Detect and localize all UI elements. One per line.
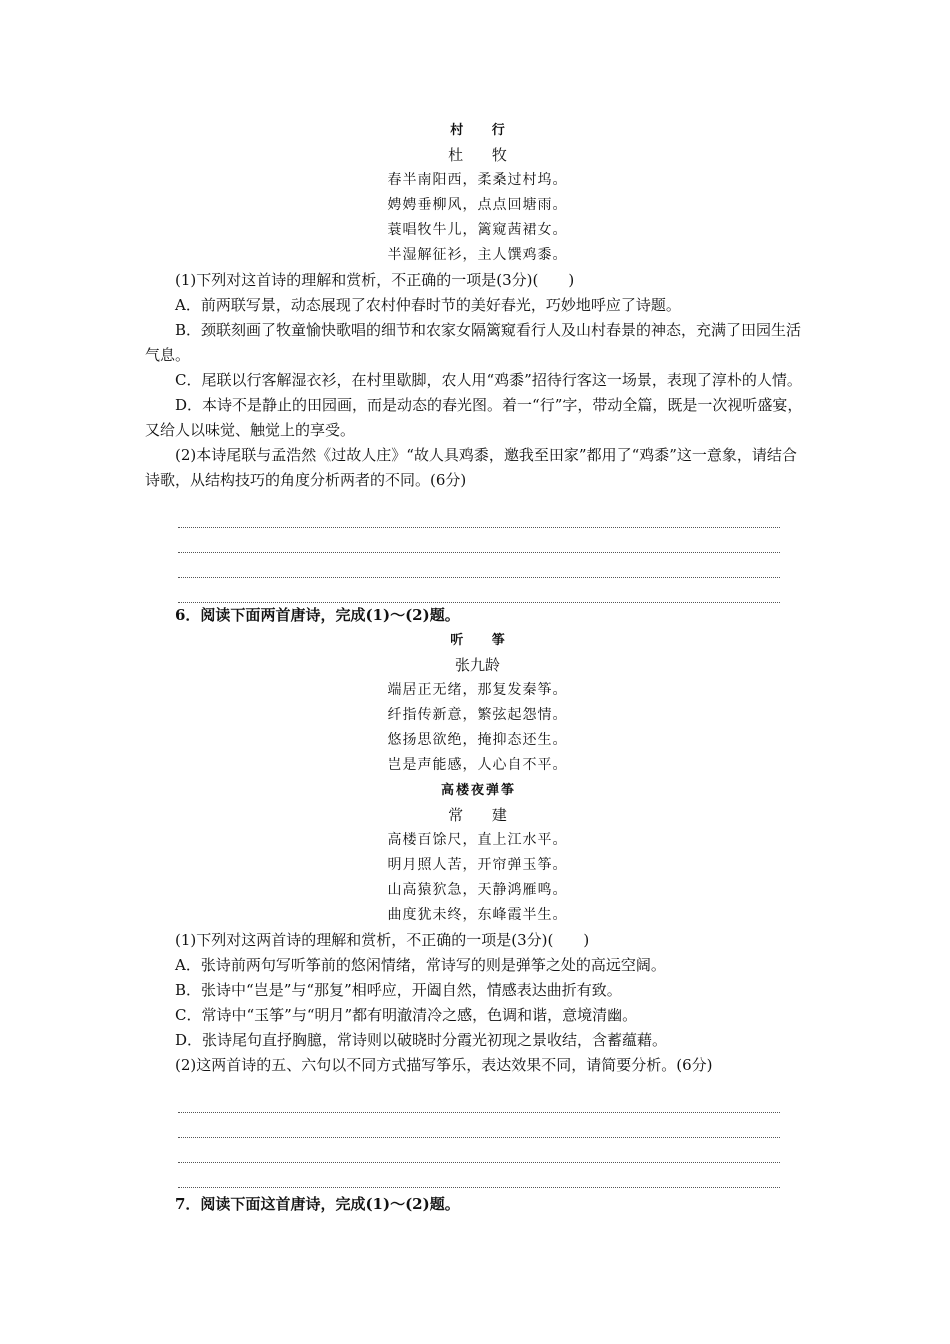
- option-b: B．颈联刻画了牧童愉快歌唱的细节和农家女隔篱窥看行人及山村春景的神态，充满了田园生活气息。: [145, 321, 802, 364]
- poem-author: 常 建: [448, 806, 519, 824]
- question-6-heading: 6．阅读下面两首唐诗，完成(1)～(2)题。: [175, 606, 460, 624]
- question-6-part-2: (2)这两首诗的五、六句以不同方式描写筝乐，表达效果不同，请简要分析。(6分): [175, 1056, 713, 1074]
- answer-line[interactable]: [178, 528, 780, 553]
- option-a: A．前两联写景，动态展现了农村仲春时节的美好春光，巧妙地呼应了诗题。: [175, 296, 681, 314]
- poem-title: 听 筝: [450, 633, 517, 648]
- poem-line: 纤指传新意，繁弦起怨情。: [387, 707, 568, 723]
- option-d: D．本诗不是静止的田园画，而是动态的春光图。着一“行”字，带动全篇，既是一次视听盛宴，又给人以味觉、触觉上的享受。: [145, 396, 803, 439]
- answer-line[interactable]: [178, 553, 780, 578]
- poem-line: 春半南阳西，柔桑过村坞。: [387, 172, 568, 188]
- question-7-heading: 7．阅读下面这首唐诗，完成(1)～(2)题。: [175, 1195, 460, 1213]
- option-c: C．尾联以行客解湿衣衫，在村里歇脚，农人用“鸡黍”招待行客这一场景，表现了淳朴的人情。: [175, 371, 802, 389]
- answer-line[interactable]: [178, 1088, 780, 1113]
- poem-title: 村 行: [450, 123, 517, 138]
- answer-line[interactable]: [178, 1113, 780, 1138]
- answer-lines[interactable]: [145, 1088, 810, 1188]
- answer-line[interactable]: [178, 503, 780, 528]
- answer-line[interactable]: [178, 578, 780, 603]
- answer-lines[interactable]: [145, 503, 810, 603]
- poem-line: 端居正无绪，那复发秦筝。: [387, 682, 568, 698]
- poem-line: 曲度犹未终，东峰霞半生。: [387, 907, 568, 923]
- poem-title: 高楼夜弹筝: [440, 783, 516, 798]
- poem-line: 岂是声能感，人心自不平。: [387, 757, 568, 773]
- document-page: [145, 118, 810, 1217]
- poem-line: 高楼百馀尺，直上江水平。: [387, 832, 568, 848]
- poem-line: 娉娉垂柳风，点点回塘雨。: [387, 197, 568, 213]
- poem-line: 山高猿狖急，天静鸿雁鸣。: [387, 882, 568, 898]
- answer-line[interactable]: [178, 1163, 780, 1188]
- question-5-part-2: (2)本诗尾联与孟浩然《过故人庄》“故人具鸡黍，邀我至田家”都用了“鸡黍”这一意象，请结合诗歌，从结构技巧的角度分析两者的不同。(6分): [145, 446, 797, 489]
- option-d: D．张诗尾句直抒胸臆，常诗则以破晓时分霞光初现之景收结，含蓄蕴藉。: [175, 1031, 668, 1049]
- answer-line[interactable]: [178, 1138, 780, 1163]
- question-6-part-1: (1)下列对这两首诗的理解和赏析，不正确的一项是(3分)( ): [175, 931, 590, 949]
- question-5-part-1: (1)下列对这首诗的理解和赏析，不正确的一项是(3分)( ): [175, 271, 575, 289]
- poem-author: 杜 牧: [448, 146, 519, 164]
- option-a: A．张诗前两句写听筝前的悠闲情绪，常诗写的则是弹筝之处的高远空阔。: [175, 956, 666, 974]
- poem-line: 半湿解征衫，主人馔鸡黍。: [387, 247, 568, 263]
- option-c: C．常诗中“玉筝”与“明月”都有明澈清冷之感，色调和谐，意境清幽。: [175, 1006, 638, 1024]
- poem-author: 张九龄: [454, 656, 500, 674]
- poem-line: 蓑唱牧牛儿，篱窥茜裙女。: [387, 222, 568, 238]
- poem-line: 悠扬思欲绝，掩抑态还生。: [387, 732, 568, 748]
- poem-line: 明月照人苦，开帘弹玉筝。: [387, 857, 568, 873]
- option-b: B．张诗中“岂是”与“那复”相呼应，开阖自然，情感表达曲折有致。: [175, 981, 622, 999]
